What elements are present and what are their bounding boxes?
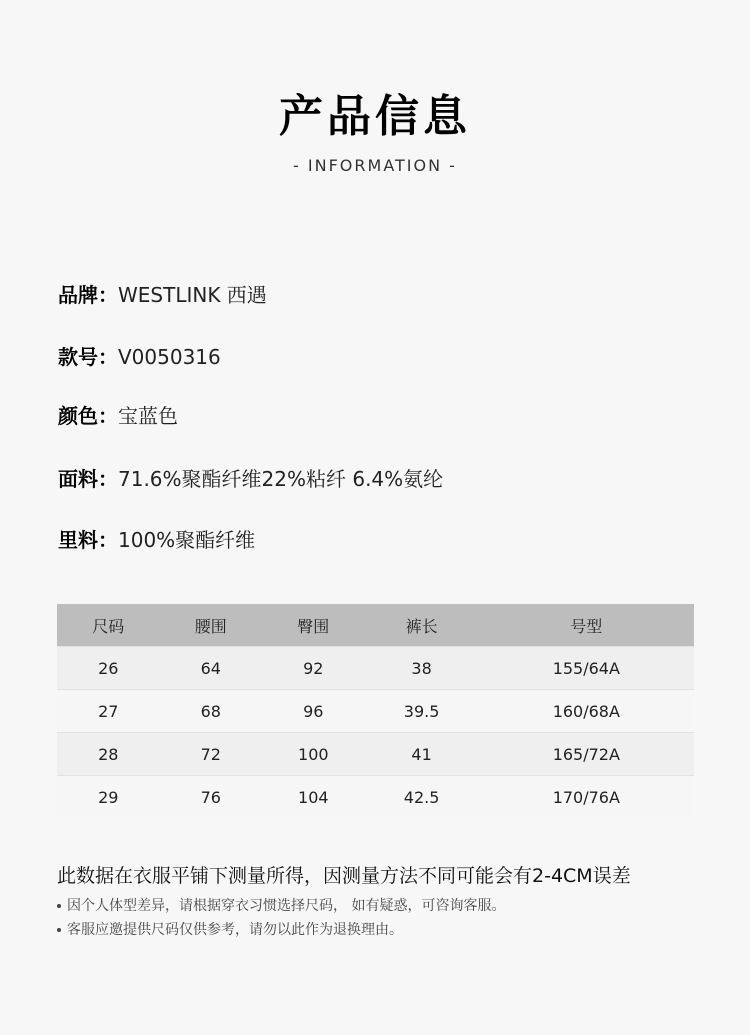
spec-brand <box>58 280 267 310</box>
table-cell: 104 <box>262 776 365 819</box>
column-header: 号型 <box>479 604 694 647</box>
spec-label: 面料： <box>58 467 118 491</box>
size-table <box>57 604 694 818</box>
table-row <box>57 647 694 690</box>
table-cell: 42.5 <box>365 776 479 819</box>
spec-label: 品牌： <box>58 283 118 307</box>
note-text: 因个人体型差异，请根据穿衣习惯选择尺码， 如有疑惑，可咨询客服。 <box>67 898 506 914</box>
measurement-note: 此数据在衣服平铺下测量所得，因测量方法不同可能会有2-4CM误差 <box>57 865 631 887</box>
spec-value: WESTLINK 西遇 <box>118 283 267 307</box>
column-header: 臀围 <box>262 604 365 647</box>
table-cell: 96 <box>262 690 365 733</box>
bullet-icon <box>57 904 61 908</box>
table-header-row <box>57 604 694 647</box>
bullet-icon <box>57 928 61 932</box>
spec-value: V0050316 <box>118 345 221 369</box>
table-row <box>57 733 694 776</box>
table-cell: 155/64A <box>479 647 694 690</box>
column-header: 尺码 <box>57 604 160 647</box>
spec-fabric <box>58 464 443 494</box>
table-cell: 160/68A <box>479 690 694 733</box>
table-row <box>57 776 694 819</box>
table-cell: 26 <box>57 647 160 690</box>
page-title: 产品信息 <box>279 91 471 142</box>
table-cell: 72 <box>160 733 263 776</box>
spec-value: 71.6%聚酯纤维22%粘纤 6.4%氨纶 <box>118 467 444 491</box>
spec-label: 颜色： <box>58 404 118 428</box>
table-cell: 165/72A <box>479 733 694 776</box>
table-cell: 29 <box>57 776 160 819</box>
table-cell: 28 <box>57 733 160 776</box>
spec-label: 款号： <box>58 345 118 369</box>
table-cell: 64 <box>160 647 263 690</box>
table-row <box>57 690 694 733</box>
header <box>0 88 750 176</box>
table-cell: 76 <box>160 776 263 819</box>
table-cell: 41 <box>365 733 479 776</box>
spec-label: 里料： <box>58 528 118 552</box>
page-subtitle: - INFORMATION - <box>293 156 457 175</box>
spec-color <box>58 401 178 431</box>
table-cell: 100 <box>262 733 365 776</box>
spec-lining <box>58 525 255 555</box>
note-text: 客服应邀提供尺码仅供参考，请勿以此作为退换理由。 <box>67 922 403 938</box>
table-cell: 170/76A <box>479 776 694 819</box>
spec-value: 宝蓝色 <box>118 404 178 428</box>
table-cell: 39.5 <box>365 690 479 733</box>
size-notes <box>57 862 707 942</box>
spec-style-number <box>58 342 221 372</box>
table-cell: 92 <box>262 647 365 690</box>
column-header: 腰围 <box>160 604 263 647</box>
note-item <box>57 918 707 942</box>
note-item <box>57 894 707 918</box>
spec-value: 100%聚酯纤维 <box>118 528 256 552</box>
table-cell: 27 <box>57 690 160 733</box>
table-cell: 38 <box>365 647 479 690</box>
column-header: 裤长 <box>365 604 479 647</box>
table-cell: 68 <box>160 690 263 733</box>
